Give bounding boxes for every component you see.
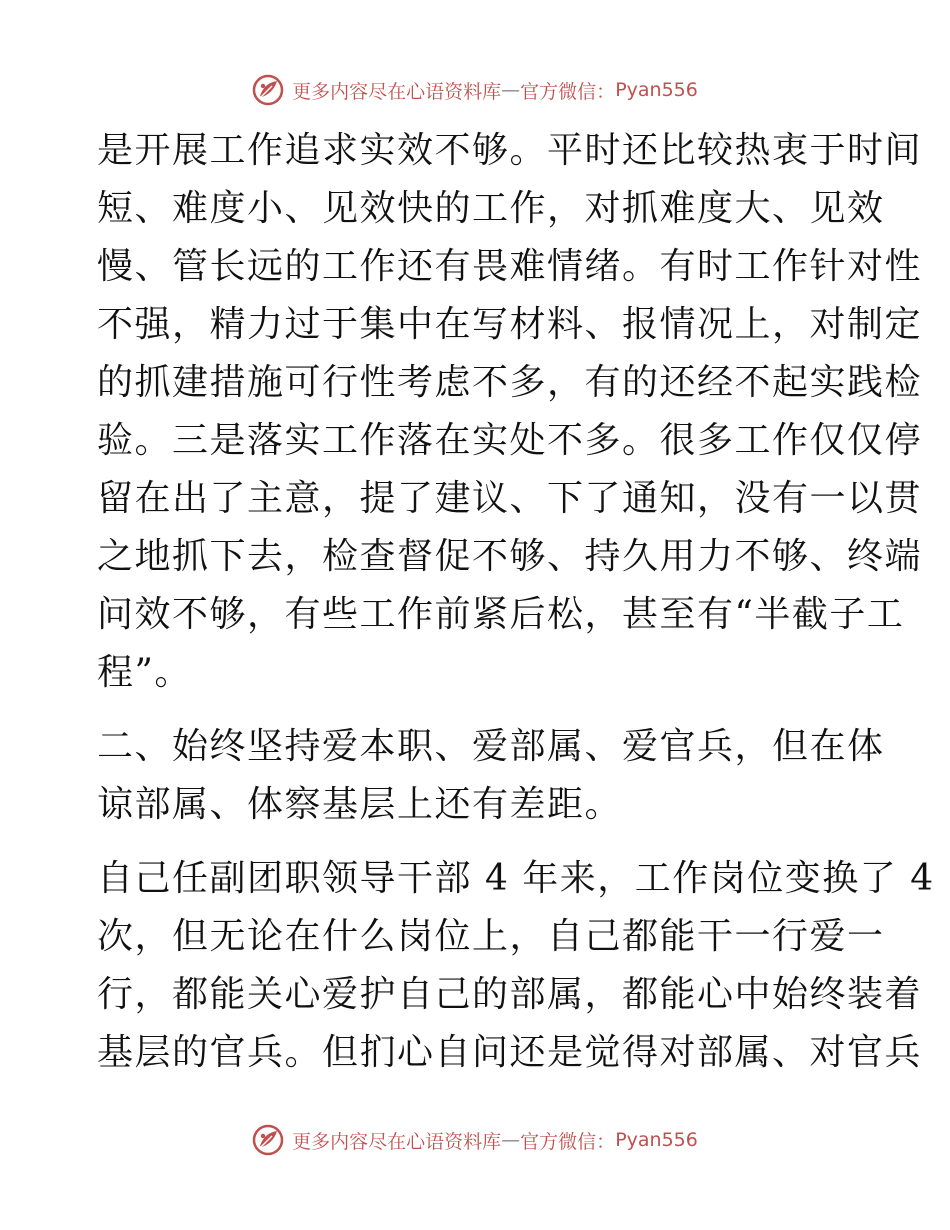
text-line: 次，但无论在什么岗位上，自己都能干一行爱一 [97, 916, 885, 957]
leaf-logo-icon [252, 1124, 284, 1156]
watermark-separator: — [501, 79, 521, 101]
text-line: 的抓建措施可行性考虑不多，有的还经不起实践检 [97, 362, 923, 403]
text-line: 行，都能关心爱护自己的部属，都能心中始终装着 [97, 974, 923, 1015]
document-body [97, 122, 935, 1082]
heading-line: 二、始终坚持爱本职、爱部属、爱官兵，但在体 [97, 726, 885, 767]
watermark-wechat-id: Pyan556 [615, 79, 698, 101]
text-line: 之地抓下去，检查督促不够、持久用力不够、终端 [97, 536, 923, 577]
text-line: 短、难度小、见效快的工作，对抓难度大、见效 [97, 188, 885, 229]
text-line: 问效不够，有些工作前紧后松，甚至有“半截子工 [97, 594, 905, 635]
heading-line: 谅部属、体察基层上还有差距。 [97, 784, 623, 825]
text-line: 自己任副团职领导干部 4 年来，工作岗位变换了 4 [97, 858, 935, 899]
header-watermark [0, 70, 950, 110]
watermark-main-text: 更多内容尽在心语资料库 [292, 80, 502, 103]
paragraph-1 [97, 122, 923, 702]
watermark-wechat-id: Pyan556 [615, 1129, 698, 1151]
text-line: 慢、管长远的工作还有畏难情绪。有时工作针对性 [97, 246, 923, 287]
text-line: 程”。 [97, 652, 192, 693]
text-line: 是开展工作追求实效不够。平时还比较热衷于时间 [97, 130, 923, 171]
text-line: 验。三是落实工作落在实处不多。很多工作仅仅停 [97, 420, 923, 461]
paragraph-3 [97, 850, 935, 1082]
paragraph-gap [97, 834, 857, 850]
paragraph-gap [97, 702, 857, 718]
leaf-logo-icon [252, 74, 284, 106]
watermark-sub-text: 官方微信： [520, 1130, 616, 1153]
text-line: 留在出了主意，提了建议、下了通知，没有一以贯 [97, 478, 923, 519]
watermark-sub-text: 官方微信： [520, 80, 616, 103]
text-line: 基层的官兵。但扪心自问还是觉得对部属、对官兵 [97, 1032, 923, 1073]
watermark-main-text: 更多内容尽在心语资料库 [292, 1130, 502, 1153]
text-line: 不强，精力过于集中在写材料、报情况上，对制定 [97, 304, 923, 345]
section-heading-2 [97, 718, 885, 834]
footer-watermark [0, 1120, 950, 1160]
watermark-separator: — [501, 1129, 521, 1151]
